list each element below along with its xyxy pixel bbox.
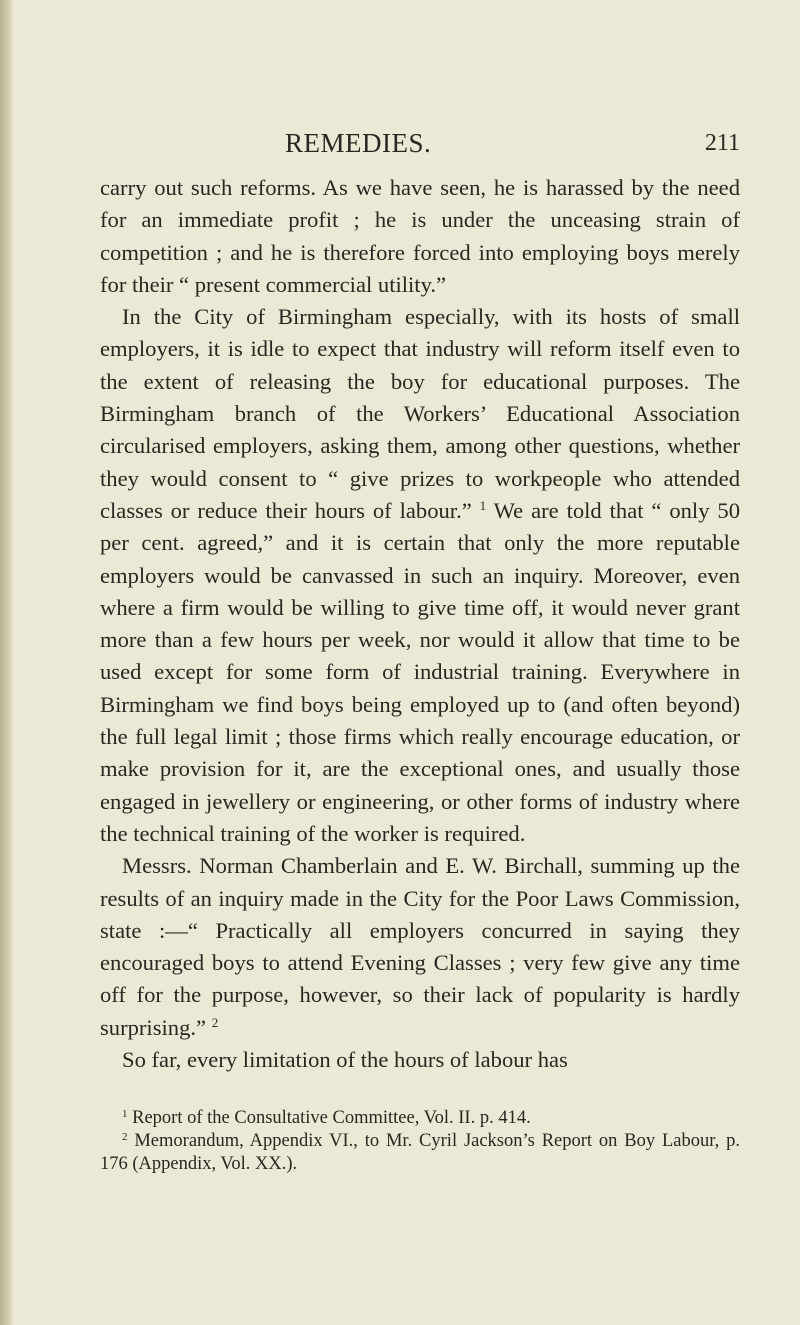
paragraph-text: So far, every limitation of the hours of labour has [122,1047,568,1073]
paragraph-text: carry out such reforms. As we have seen, he is harassed by the need for an immediate profit ; he is under the unceasing strain of competition ; and he is therefore forced into employing boys merely for their “ present commercial utility.” [100,175,740,297]
page-header [100,128,740,168]
footnotes [100,1107,740,1176]
paragraph [100,1044,740,1076]
footnote-ref: 1 [479,497,487,513]
footnote-text: Report of the Consultative Committee, Vol. II. p. 414. [132,1108,531,1128]
paragraph-text: We are told that “ only 50 per cent. agreed,” and it is certain that only the more reputable employers would be canvassed in such an inquiry. Moreover, even where a firm would be willing to give time off, it would never grant more than a few hours per week, nor would it allow that time to be used except for some form of industrial training. Everywhere in Birmingham we find boys being employed up to (and often beyond) the full legal limit ; those firms which really encourage education, or make provision for it, are the exceptional ones, and usually those engaged in jewellery or engineering, or other forms of industry where the technical training of the worker is required. [100,497,740,846]
paragraph-text: Messrs. Norman Chamberlain and E. W. Birchall, summing up the results of an inquiry made in the City for the Poor Laws Commission, state :—“ Practically all employers concurred in saying they encouraged boys to attend Evening Classes ; very few give any time off for the purpose, however, so their lack of popularity is hardly surprising.” [100,853,740,1040]
footnote-ref: 2 [211,1014,219,1030]
body-text [100,172,740,1076]
running-head: REMEDIES. [285,128,432,158]
paragraph [100,172,740,301]
page-number: 211 [704,130,740,156]
footnote [100,1107,740,1130]
footnote-mark: 1 [122,1108,128,1120]
footnote [100,1130,740,1176]
footnote-mark: 2 [122,1131,128,1143]
footnote-text: Memorandum, Appendix VI., to Mr. Cyril Jackson’s Report on Boy Labour, p. 176 (Appendix, Vol. XX.). [100,1131,741,1174]
paragraph [100,850,740,1044]
page-gutter-shadow [0,0,14,1325]
paragraph [100,301,740,850]
paragraph-text: In the City of Birmingham especially, with its hosts of small employers, it is idle to expect that industry will reform itself even to the extent of releasing the boy for educational purposes. The Birmingham branch of the Workers’ Educational Association circularised employers, asking them, among other questions, whether they would consent to “ give prizes to workpeople who attended classes or reduce their hours of labour.” [100,304,740,523]
